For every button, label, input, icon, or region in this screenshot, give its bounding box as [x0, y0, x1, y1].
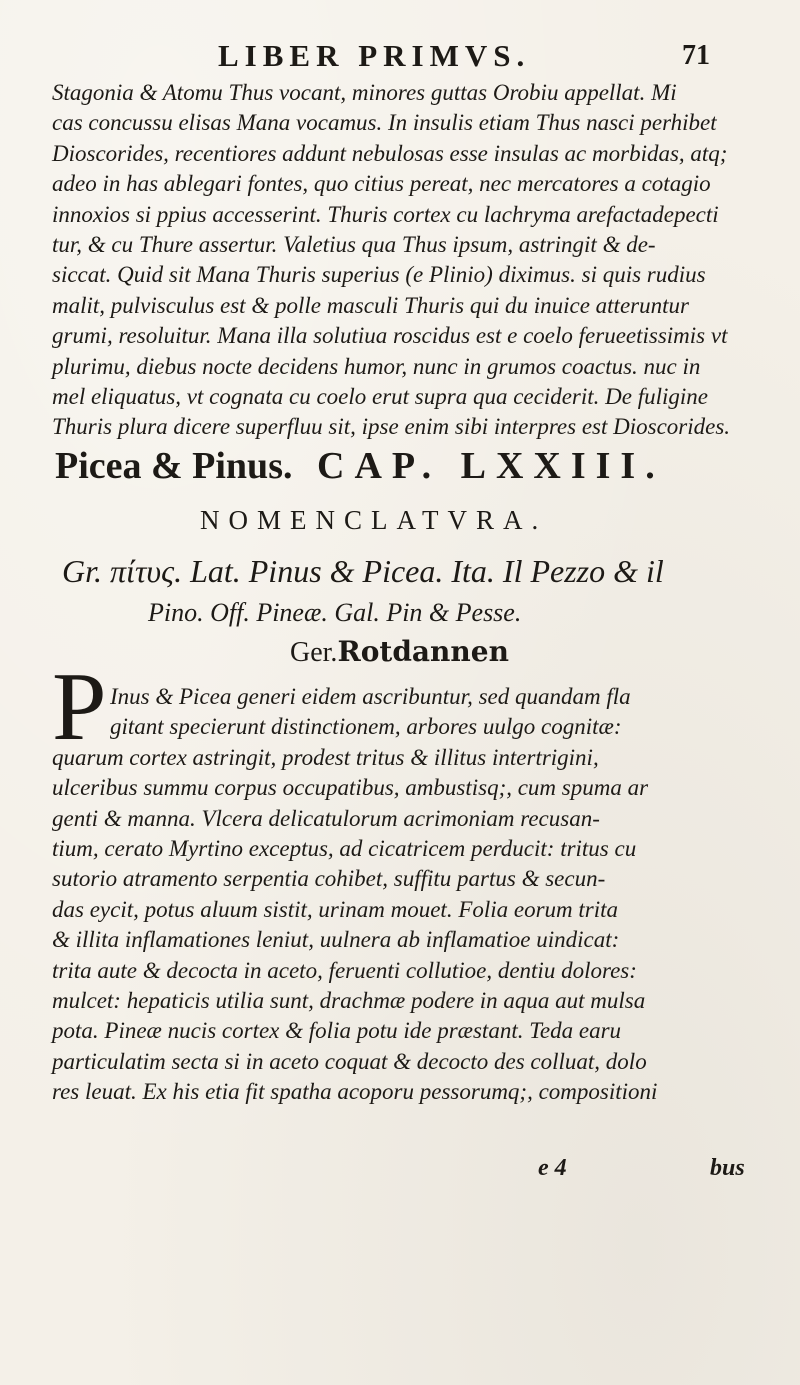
text-line: grumi, resoluitur. Mana illa solutiua roscidus est e coelo ferueetissimis vt — [52, 323, 728, 349]
names-line-2: Pino. Off. Pineæ. Gal. Pin & Pesse. — [148, 598, 522, 627]
nomenclatura-heading: NOMENCLATVRA. — [200, 505, 548, 535]
running-head — [218, 38, 738, 74]
text-line: particulatim secta si in aceto coquat & decocto des colluat, dolo — [52, 1048, 647, 1074]
text-line: Thuris plura dicere superfluu sit, ipse enim sibi interpres est Dioscorides. — [52, 414, 731, 440]
chapter-heading — [55, 444, 755, 488]
text-line: trita aute & decocta in aceto, feruenti collutioe, dentiu dolores: — [52, 957, 637, 983]
text-line: pota. Pineæ nucis cortex & folia potu ide præstant. Teda earu — [52, 1018, 622, 1044]
preceding-text — [52, 78, 762, 443]
text-line: & illita inflamationes leniut, uulnera ab inflamatioe uindicat: — [52, 927, 620, 953]
text-line: res leuat. Ex his etia fit spatha acoporu pessorumq;, compositioni — [52, 1079, 658, 1105]
text-line: gitant specierunt distinctionem, arbores uulgo cognitæ: — [110, 714, 622, 740]
german-name: Rotdannen — [337, 635, 509, 668]
text-line: Inus & Picea generi eidem ascribuntur, sed quandam fla — [110, 684, 631, 709]
names-line-3 — [290, 635, 509, 669]
text-line: plurimu, diebus nocte decidens humor, nunc in grumos coactus. nuc in — [52, 353, 701, 379]
text-line: Stagonia & Atomu Thus vocant, minores guttas Orobiu appellat. Mi — [52, 80, 677, 105]
text-line: tur, & cu Thure assertur. Valetius qua Thus ipsum, astringit & de- — [52, 231, 656, 257]
text-line: siccat. Quid sit Mana Thuris superius (e Plinio) diximus. si quis rudius — [52, 262, 706, 288]
text-line: malit, pulvisculus est & polle masculi Thuris qui du inuice atteruntur — [52, 292, 689, 318]
text-line: ulceribus summu corpus occupatibus, ambustisq;, cum spuma ar — [52, 775, 649, 801]
drop-cap-initial: P — [52, 653, 107, 761]
text-line: mulcet: hepaticis utilia sunt, drachmæ podere in aqua aut mulsa — [52, 987, 646, 1013]
chapter-title: Picea & Pinus. — [55, 445, 293, 487]
catchword: bus — [710, 1155, 745, 1181]
names-line-1: Gr. πίτυς. Lat. Pinus & Picea. Ita. Il Pezzo & il — [62, 553, 664, 589]
text-line: Dioscorides, recentiores addunt nebulosas esse insulas ac morbidas, atq; — [52, 140, 728, 166]
text-line: genti & manna. Vlcera delicatulorum acrimoniam recusan- — [52, 805, 600, 831]
signature-mark: e 4 — [538, 1155, 567, 1181]
chapter-number: CAP. LXXIII. — [317, 445, 665, 487]
text-line: das eycit, potus aluum sistit, urinam mouet. Folia eorum trita — [52, 896, 619, 922]
chapter-body — [52, 682, 772, 1107]
text-line: sutorio atramento serpentia cohibet, suffitu partus & secun- — [52, 866, 606, 892]
text-line: innoxios si ppius accesserint. Thuris cortex cu lachryma arefactadepecti — [52, 201, 719, 227]
text-line: tium, cerato Myrtino exceptus, ad cicatricem perducit: tritus cu — [52, 835, 637, 861]
running-head-title: LIBER PRIMVS. — [218, 38, 531, 73]
text-line: quarum cortex astringit, prodest tritus & illitus intertrigini, — [52, 744, 599, 770]
folio-number: 71 — [682, 40, 710, 71]
text-line: adeo in has ablegari fontes, quo citius pereat, nec mercatores a cotagio — [52, 171, 711, 197]
german-label: Ger. — [290, 637, 338, 668]
text-line: mel eliquatus, vt cognata cu coelo erut supra qua ceciderit. De fuligine — [52, 383, 708, 409]
text-line: cas concussu elisas Mana vocamus. In insulis etiam Thus nasci perhibet — [52, 110, 717, 136]
catchline — [52, 1155, 762, 1185]
